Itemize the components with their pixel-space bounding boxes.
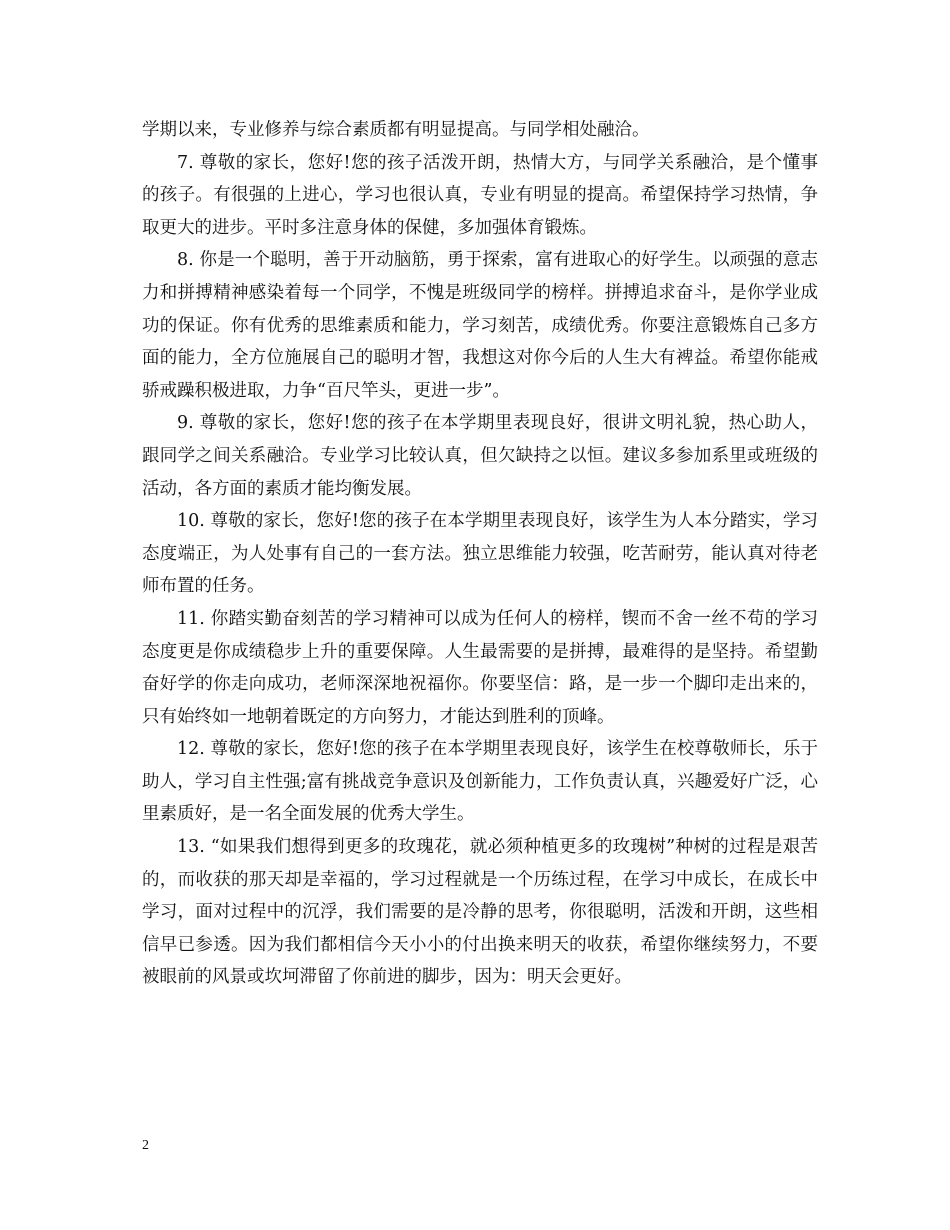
page-number: 2 [142,1138,149,1153]
paragraph-item-8: 8. 你是一个聪明，善于开动脑筋，勇于探索，富有进取心的好学生。以顽强的意志力和拼搏精神感染着每一个同学，不愧是班级同学的榜样。拼搏追求奋斗，是你学业成功的保证。你有优秀的思维素质和能力，学习刻苦，成绩优秀。你要注意锻炼自己多方面的能力，全方位施展自己的聪明才智，我想这对你今后的人生大有裨益。希望你能戒骄戒躁积极进取，力争“百尺竿头，更进一步”。 [142,250,818,401]
paragraph-continuation: 学期以来，专业修养与综合素质都有明显提高。与同学相处融洽。 [142,120,650,140]
paragraph-item-12: 12. 尊敬的家长，您好!您的孩子在本学期里表现良好，该学生在校尊敬师长，乐于助人，学习自主性强;富有挑战竞争意识及创新能力，工作负责认真，兴趣爱好广泛，心里素质好，是一名全面发展的优秀大学生。 [142,739,818,825]
paragraph-item-13: 13. “如果我们想得到更多的玫瑰花，就必须种植更多的玫瑰树”种树的过程是艰苦的，而收获的那天却是幸福的，学习过程就是一个历练过程，在学习中成长，在成长中学习，面对过程中的沉浮，我们需要的是冷静的思考，你很聪明，活泼和开朗，这些相信早已参透。因为我们都相信今天小小的付出换来明天的收获，希望你继续努力，不要被眼前的风景或坎坷滞留了你前进的脚步，因为：明天会更好。 [142,837,818,988]
document-body [142,114,818,994]
paragraph-item-9: 9. 尊敬的家长，您好!您的孩子在本学期里表现良好，很讲文明礼貌，热心助人，跟同学之间关系融洽。专业学习比较认真，但欠缺持之以恒。建议多参加系里或班级的活动，各方面的素质才能均衡发展。 [142,413,818,499]
paragraph-item-7: 7. 尊敬的家长，您好!您的孩子活泼开朗，热情大方，与同学关系融洽，是个懂事的孩子。有很强的上进心，学习也很认真，专业有明显的提高。希望保持学习热情，争取更大的进步。平时多注意身体的保健，多加强体育锻炼。 [142,152,818,238]
paragraph-item-11: 11. 你踏实勤奋刻苦的学习精神可以成为任何人的榜样，锲而不舍一丝不苟的学习态度更是你成绩稳步上升的重要保障。人生最需要的是拼搏，最难得的是坚持。希望勤奋好学的你走向成功，老师深深地祝福你。你要坚信：路，是一步一个脚印走出来的，只有始终如一地朝着既定的方向努力，才能达到胜利的顶峰。 [142,608,818,727]
paragraph-item-10: 10. 尊敬的家长，您好!您的孩子在本学期里表现良好，该学生为人本分踏实，学习态度端正，为人处事有自己的一套方法。独立思维能力较强，吃苦耐劳，能认真对待老师布置的任务。 [142,511,818,597]
